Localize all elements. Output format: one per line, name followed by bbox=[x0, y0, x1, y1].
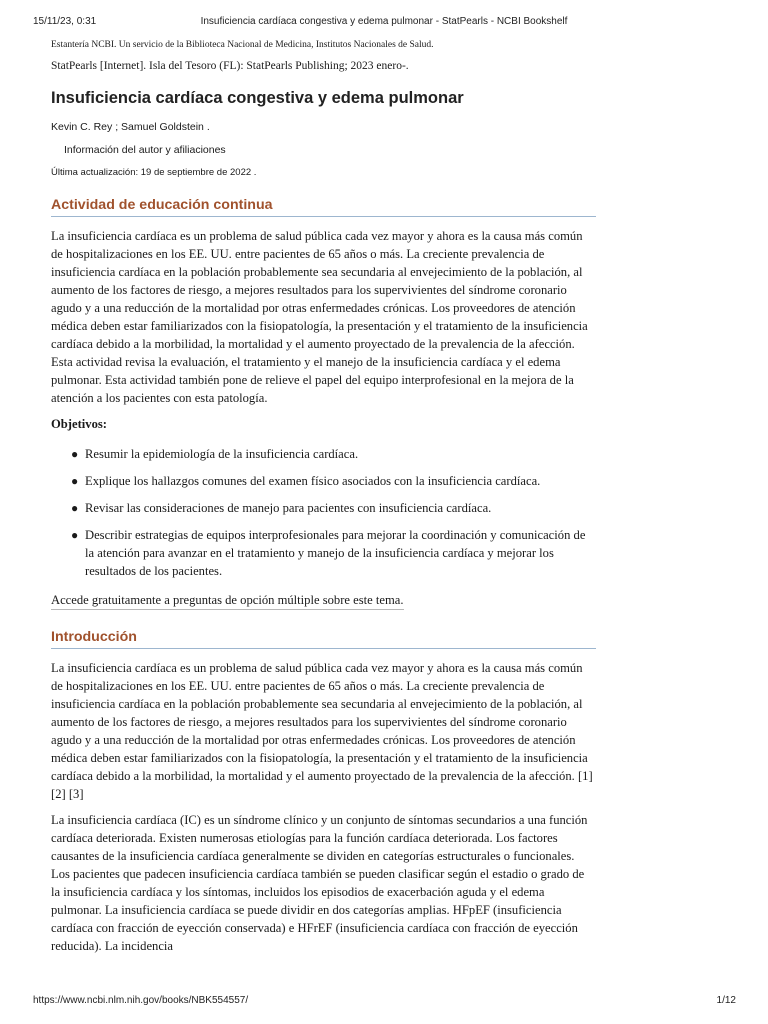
bullet-icon: ● bbox=[71, 474, 79, 488]
objectives-list bbox=[51, 445, 596, 580]
last-update: Última actualización: 19 de septiembre de 2022 . bbox=[51, 167, 257, 178]
introduction-paragraph-1 bbox=[51, 659, 596, 803]
reference-link-3[interactable]: [3] bbox=[68, 787, 84, 801]
print-header bbox=[0, 16, 768, 30]
introduction-paragraph-1-text: La insuficiencia cardíaca es un problema de salud pública cada vez mayor y ahora es la causa más común de hospitalizaciones en los EE. UU. entre pacientes de 65 años o más. La creciente prevalencia de insuficiencia cardíaca en la población probablemente sea secundaria al envejecimiento de la población, al aumento de los factores de riesgo, a mejores resultados para los supervivientes del síndrome coronario agudo y a una reducción de la mortalidad por otras enfermedades crónicas. Los proveedores de atención médica deben estar familiarizados con la fisiopatología, la presentación y el tratamiento de la insuficiencia cardíaca debido a la morbilidad, la mortalidad y el aumento proyectado de la prevalencia de la afección. bbox=[51, 661, 588, 783]
book-citation: StatPearls [Internet]. Isla del Tesoro (FL): StatPearls Publishing; 2023 enero-. bbox=[51, 60, 409, 72]
bullet-icon: ● bbox=[71, 528, 79, 542]
mcq-questions-link[interactable]: Accede gratuitamente a preguntas de opción múltiple sobre este tema. bbox=[51, 592, 404, 610]
section-heading-continuing-education: Actividad de educación continua bbox=[51, 196, 596, 217]
print-footer bbox=[0, 995, 768, 1009]
objective-item bbox=[71, 526, 596, 580]
article bbox=[51, 38, 596, 963]
reference-link-1[interactable]: [1] bbox=[577, 769, 593, 783]
print-page-title: Insuficiencia cardíaca congestiva y edema pulmonar - StatPearls - NCBI Bookshelf bbox=[200, 16, 568, 27]
objective-item bbox=[71, 472, 596, 490]
objective-text: Resumir la epidemiología de la insuficiencia cardíaca. bbox=[85, 447, 359, 461]
introduction-paragraph-2: La insuficiencia cardíaca (IC) es un síndrome clínico y un conjunto de síntomas secundarios a una función cardíaca deteriorada. Existen numerosas etiologías para la función cardíaca deteriorada. Los factores causantes de la insuficiencia cardíaca generalmente se dividen en categorías estructurales o funcionales. Los pacientes que padecen insuficiencia cardíaca también se pueden clasificar según el estadio o grado de la insuficiencia cardíaca y los síntomas, incluidos los episodios de exacerbación aguda y el edema pulmonar. La insuficiencia cardíaca se puede dividir en dos categorías amplias. HFpEF (insuficiencia cardíaca con fracción de eyección conservada) e HFrEF (insuficiencia cardíaca con fracción de eyección reducida). La incidencia bbox=[51, 813, 588, 953]
objective-item bbox=[71, 445, 596, 463]
objective-item bbox=[71, 499, 596, 517]
page-title: Insuficiencia cardíaca congestiva y edema pulmonar bbox=[51, 89, 464, 107]
bookshelf-notice: Estantería NCBI. Un servicio de la Biblioteca Nacional de Medicina, Institutos Nacionales de Salud. bbox=[51, 40, 434, 50]
objective-text: Explique los hallazgos comunes del examen físico asociados con la insuficiencia cardíaca. bbox=[85, 474, 541, 488]
print-url: https://www.ncbi.nlm.nih.gov/books/NBK554557/ bbox=[33, 995, 249, 1006]
objective-text: Revisar las consideraciones de manejo para pacientes con insuficiencia cardíaca. bbox=[85, 501, 492, 515]
section-heading-introduction: Introducción bbox=[51, 628, 596, 649]
bullet-icon: ● bbox=[71, 447, 79, 461]
print-datetime: 15/11/23, 0:31 bbox=[33, 16, 97, 27]
continuing-education-paragraph: La insuficiencia cardíaca es un problema de salud pública cada vez mayor y ahora es la causa más común de hospitalizaciones en los EE. UU. entre pacientes de 65 años o más. La creciente prevalencia de insuficiencia cardíaca en la población probablemente sea secundaria al envejecimiento de la población, al aumento de los factores de riesgo, a mejores resultados para los supervivientes del síndrome coronario agudo y a una reducción de la mortalidad por otras enfermedades crónicas. Los proveedores de atención médica deben estar familiarizados con la fisiopatología, la presentación y el tratamiento de la insuficiencia cardíaca debido a la morbilidad, la mortalidad y el aumento proyectado de la prevalencia de la afección. Esta actividad revisa la evaluación, el tratamiento y el manejo de la insuficiencia cardíaca y el edema pulmonar. Esta actividad también pone de relieve el papel del equipo interprofesional en la mejora de la atención a los pacientes con esta patología. bbox=[51, 229, 588, 405]
reference-link-2[interactable]: [2] bbox=[51, 787, 66, 801]
print-page-number: 1/12 bbox=[716, 995, 736, 1006]
objective-text: Describir estrategias de equipos interprofesionales para mejorar la coordinación y comunicación de la atención para avanzar en el tratamiento y manejo de la insuficiencia cardíaca y mejorar los resultados de los pacientes. bbox=[85, 528, 586, 578]
author-info-link[interactable]: Información del autor y afiliaciones bbox=[64, 144, 226, 156]
bullet-icon: ● bbox=[71, 501, 79, 515]
objectives-label: Objetivos: bbox=[51, 417, 107, 431]
author-list: Kevin C. Rey ; Samuel Goldstein . bbox=[51, 121, 210, 133]
